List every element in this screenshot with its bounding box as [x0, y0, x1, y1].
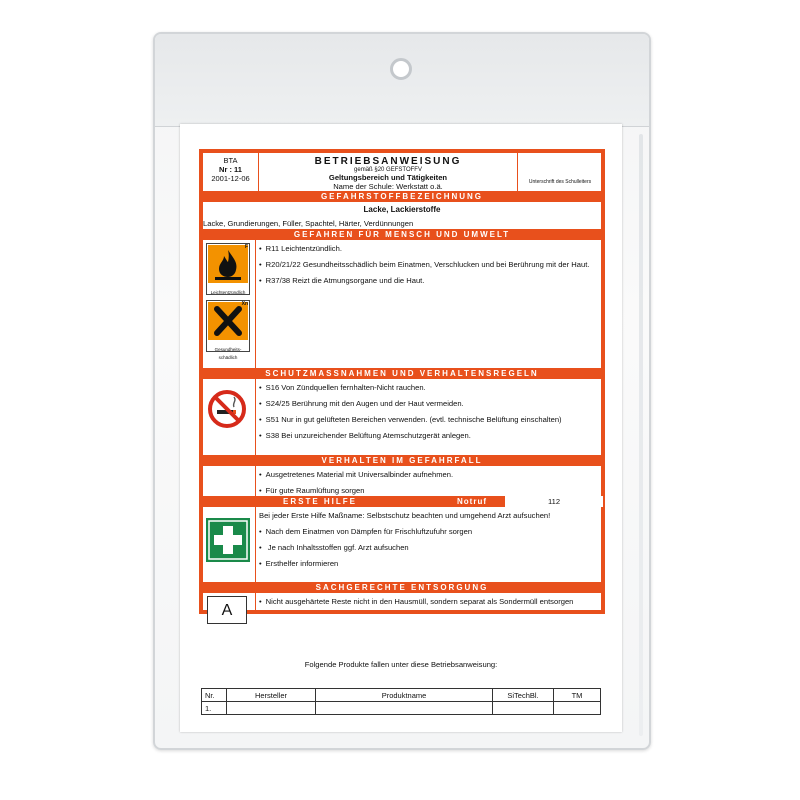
- doc-title: BETRIEBSANWEISUNG: [314, 156, 462, 167]
- protection-item: • S51 Nur in gut gelüfteten Bereichen verwenden. (evtl. technische Belüftung einschalten): [259, 415, 597, 424]
- col-header: Nr.: [202, 689, 227, 702]
- substance-name: Lacke, Lackierstoffe: [363, 205, 441, 214]
- protection-item: • S24/25 Berührung mit den Augen und der Haut vermeiden.: [259, 399, 597, 408]
- protection-item: • S38 Bei unzureichender Belüftung Atemschutzgerät anlegen.: [259, 431, 597, 440]
- section-heading-protection: SCHUTZMASSNAHMEN UND VERHALTENSREGELN: [203, 368, 601, 379]
- flammable-pictogram: [206, 243, 250, 295]
- flame-icon: [207, 244, 249, 284]
- firstaid-intro: Bei jeder Erste Hilfe Maßname: Selbstschutz beachten und umgehend Arzt aufsuchen!: [259, 511, 551, 520]
- hazard-list: [259, 244, 597, 285]
- cross-icon: [207, 301, 249, 341]
- notruf-label: Notruf: [457, 497, 487, 506]
- col-header: TM: [554, 689, 601, 702]
- table-cell[interactable]: [227, 702, 316, 715]
- doc-date: 2001-12-06: [211, 174, 250, 183]
- pictogram-code-f: F: [244, 244, 248, 250]
- signature-field: [518, 153, 602, 191]
- doc-number: Nr : 11: [219, 165, 242, 174]
- doc-code: BTA: [223, 156, 238, 165]
- hazard-item: • R37/38 Reizt die Atmungsorgane und die Haut.: [259, 276, 597, 285]
- doc-subtitle: gemäß §20 GEFSTOFFV: [354, 167, 422, 173]
- sleeve-edge: [639, 134, 643, 736]
- section-heading-substance: GEFAHRSTOFFBEZEICHNUNG: [203, 191, 601, 202]
- pictogram-code-xn: Xn: [241, 301, 248, 307]
- section-heading-hazards: GEFAHREN FÜR MENSCH UND UMWELT: [203, 229, 601, 240]
- instruction-sheet: [180, 124, 622, 732]
- products-table: [201, 688, 601, 715]
- disposal-letter: A: [221, 602, 233, 619]
- firstaid-heading: ERSTE HILFE: [283, 497, 358, 506]
- disposal-item: • Nicht ausgehärtete Reste nicht in den Hausmüll, sondern separat als Sondermüll entsorgen: [259, 597, 597, 606]
- header-center: [259, 153, 517, 191]
- section-heading-disposal: SACHGERECHTE ENTSORGUNG: [203, 582, 601, 593]
- protection-item: • S16 Von Zündquellen fernhalten-Nicht rauchen.: [259, 383, 597, 392]
- emergency-item: • Für gute Raumlüftung sorgen: [259, 486, 597, 495]
- pictogram-label-harmful: Gesundheits-schädlich: [214, 347, 242, 360]
- hazard-item: • R20/21/22 Gesundheitsschädlich beim Einatmen, Verschlucken und bei Berührung mit der Haut.: [259, 260, 597, 269]
- doc-scope: Geltungsbereich und Tätigkeiten: [328, 173, 448, 182]
- hanging-hole: [390, 58, 412, 80]
- instruction-form: [199, 149, 605, 619]
- products-header-row: [202, 689, 601, 702]
- table-row: [202, 702, 601, 715]
- substance-description: Lacke, Grundierungen, Füller, Spachtel, Härter, Verdünnungen: [203, 219, 414, 228]
- firstaid-item: • Nach dem Einatmen von Dämpfen für Frischluftzufuhr sorgen: [259, 527, 597, 536]
- notruf-number: 112: [547, 497, 561, 506]
- no-smoking-icon: [207, 389, 247, 434]
- emergency-item: • Ausgetretenes Material mit Universalbinder aufnehmen.: [259, 470, 597, 479]
- doc-school: Name der Schule: Werkstatt o.ä.: [333, 182, 443, 191]
- sleeve-flap: [155, 34, 649, 127]
- table-cell[interactable]: [493, 702, 554, 715]
- pictogram-label-flammable: Leichtentzündlich: [210, 290, 246, 295]
- col-header: Produktname: [316, 689, 493, 702]
- table-cell[interactable]: [316, 702, 493, 715]
- firstaid-item: • Ersthelfer informieren: [259, 559, 597, 568]
- products-caption: Folgende Produkte fallen unter diese Betriebsanweisung:: [304, 660, 498, 669]
- protection-list: [259, 383, 597, 440]
- header-left: [203, 153, 258, 191]
- section-heading-emergency: VERHALTEN IM GEFAHRFALL: [203, 455, 601, 466]
- first-aid-cross-icon: [206, 518, 250, 567]
- disposal-list: [259, 597, 597, 606]
- firstaid-list: [259, 511, 597, 568]
- disposal-letter-box: [207, 596, 247, 624]
- signature-label: Unterschrift des Schulleiters: [528, 179, 592, 185]
- firstaid-item: • Je nach Inhaltsstoffen ggf. Arzt aufsuchen: [259, 543, 597, 552]
- table-cell[interactable]: [554, 702, 601, 715]
- col-header: SiTechBl.: [493, 689, 554, 702]
- harmful-pictogram: [206, 300, 250, 360]
- hazard-item: • R11 Leichtentzündlich.: [259, 244, 597, 253]
- notruf-number-box: [504, 496, 603, 507]
- col-header: Hersteller: [227, 689, 316, 702]
- emergency-list: [259, 470, 597, 495]
- table-cell[interactable]: 1.: [202, 702, 227, 715]
